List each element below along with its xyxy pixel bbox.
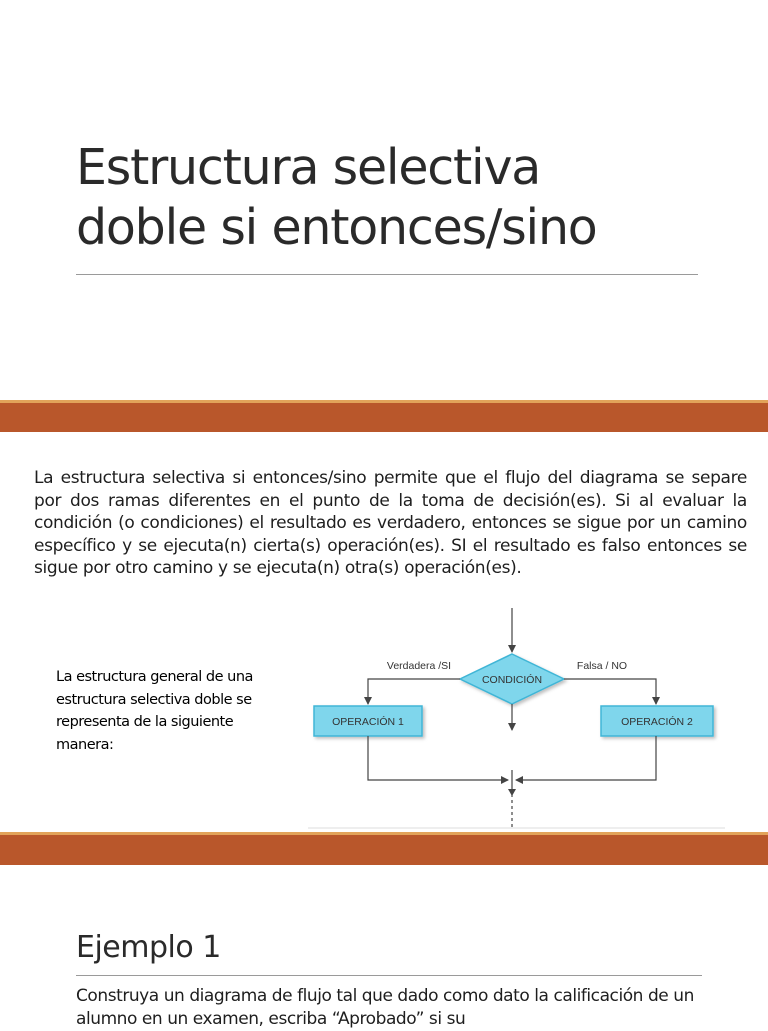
operation-2-label: OPERACIÓN 2 xyxy=(621,716,693,728)
true-branch-label: Verdadera /SI xyxy=(386,660,452,672)
slide-title-line-1: Estructura selectiva xyxy=(76,139,541,196)
condition-label: CONDICIÓN xyxy=(481,674,543,686)
diagram-caption: La estructura general de una estructura selectiva doble se representa de la siguiente manera: xyxy=(56,669,253,753)
operation-1-label: OPERACIÓN 1 xyxy=(332,716,404,728)
false-branch-line xyxy=(564,679,656,704)
description-paragraph: La estructura selectiva si entonces/sino permite que el flujo del diagrama se separe por dos ramas diferentes en el punto de la toma de decisión(es). Si al evaluar la condición (o condiciones) el resultado es verdadero, entonces se sigue por un camino específico y se ejecuta(n) cierta(s) operación(es). SI el resultado es falso entonces se sigue por otro camino y se ejecuta(n) otra(s) operación(es). xyxy=(34,468,747,578)
merge-left-line xyxy=(368,736,508,780)
merge-right-line xyxy=(516,736,656,780)
decorative-band-bottom xyxy=(0,832,768,865)
true-branch-line xyxy=(368,679,460,704)
decorative-band-top xyxy=(0,400,768,432)
example-title: Ejemplo 1 xyxy=(76,930,221,965)
example-body: Construya un diagrama de flujo tal que dado como dato la calificación de un alumno en un examen, escriba “Aprobado” si su xyxy=(76,986,694,1029)
slide-title-line-2: doble si entonces/sino xyxy=(76,199,597,256)
exit-arrowhead xyxy=(508,789,516,796)
slide-title xyxy=(76,138,716,258)
title-divider xyxy=(76,274,698,275)
flowchart-diagram xyxy=(300,600,740,832)
false-branch-label: Falsa / NO xyxy=(576,660,628,672)
example-divider xyxy=(76,975,702,976)
